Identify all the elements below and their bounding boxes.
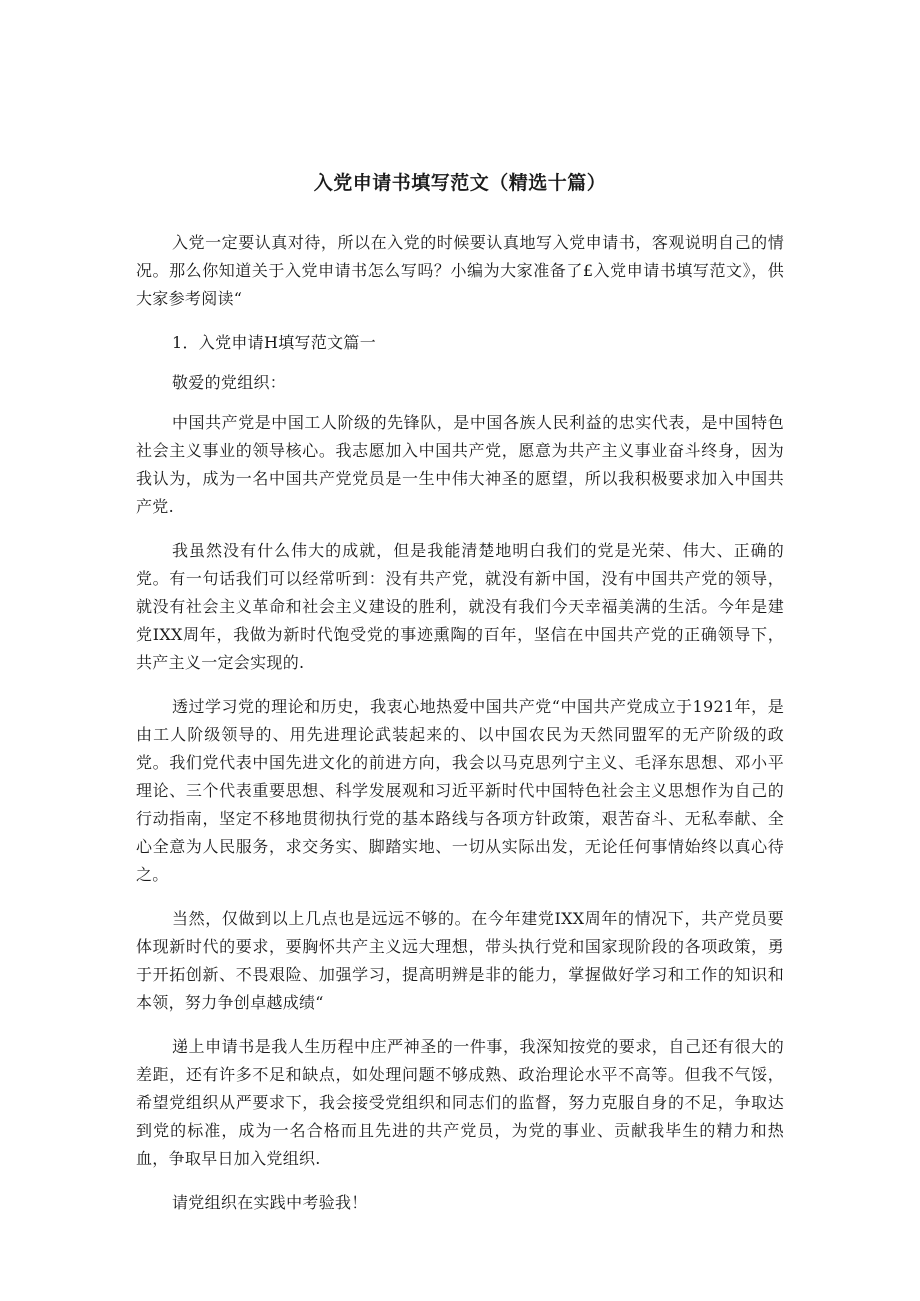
- salutation: 敬爱的党组织：: [172, 373, 287, 392]
- body-paragraph-2: 我虽然没有什么伟大的成就，但是我能清楚地明白我们的党是光荣、伟大、正确的党。有一句话我们可以经常听到：没有共产党，就没有新中国，没有中国共产党的领导，就没有社会主义革命和社会主义建设的胜利，就没有我们今天幸福美满的生活。今年是建党IXX周年，我做为新时代饱受党的事迹熏陶的百年，坚信在中国共产党的正确领导下，共产主义一定会实现的.: [136, 541, 784, 672]
- document-title: 入党申请书填写范文（精选十篇）: [313, 172, 607, 194]
- body-paragraph-1: 中国共产党是中国工人阶级的先锋队，是中国各族人民利益的忠实代表，是中国特色社会主义事业的领导核心。我志愿加入中国共产党，愿意为共产主义事业奋斗终身，因为我认为，成为一名中国共产党党员是一生中伟大神圣的愿望，所以我积极要求加入中国共产党.: [136, 413, 784, 516]
- body-paragraph-4: 当然，仅做到以上几点也是远远不够的。在今年建党IXX周年的情况下，共产党员要体现新时代的要求，要胸怀共产主义远大理想，带头执行党和国家现阶段的各项政策，勇于开拓创新、不畏艰险、加强学习，提高明辨是非的能力，掌握做好学习和工作的知识和本领，努力争创卓越成绩“: [136, 909, 784, 1012]
- document-page: [136, 168, 784, 1233]
- body-paragraph-5: 递上申请书是我人生历程中庄严神圣的一件事，我深知按党的要求，自己还有很大的差距，还有许多不足和缺点，如处理问题不够成熟、政治理论水平不高等。但我不气馁，希望党组织从严要求下，我会接受党组织和同志们的监督，努力克服自身的不足，争取达到党的标准，成为一名合格而且先进的共产党员，为党的事业、贡献我毕生的精力和热血，争取早日加入党组织.: [136, 1037, 784, 1168]
- section-heading: 1．入党申请H填写范文篇一: [172, 333, 377, 352]
- closing-line: 请党组织在实践中考验我！: [172, 1193, 368, 1212]
- body-paragraph-3: 透过学习党的理论和历史，我衷心地热爱中国共产党“中国共产党成立于1921年，是由工人阶级领导的、用先进理论武装起来的、以中国农民为天然同盟军的无产阶级的政党。我们党代表中国先进文化的前进方向，我会以马克思列宁主义、毛泽东思想、邓小平理论、三个代表重要思想、科学发展观和习近平新时代中国特色社会主义思想作为自己的行动指南，坚定不移地贯彻执行党的基本路线与各项方针政策，艰苦奋斗、无私奉献、全心全意为人民服务，求交务实、脚踏实地、一切从实际出发，无论任何事情始终以真心待之。: [136, 697, 784, 884]
- intro-paragraph: 入党一定要认真对待，所以在入党的时候要认真地写入党申请书，客观说明自己的情况。那么你知道关于入党申请书怎么写吗？小编为大家准备了£入党申请书填写范文》，供大家参考阅读“: [136, 233, 784, 308]
